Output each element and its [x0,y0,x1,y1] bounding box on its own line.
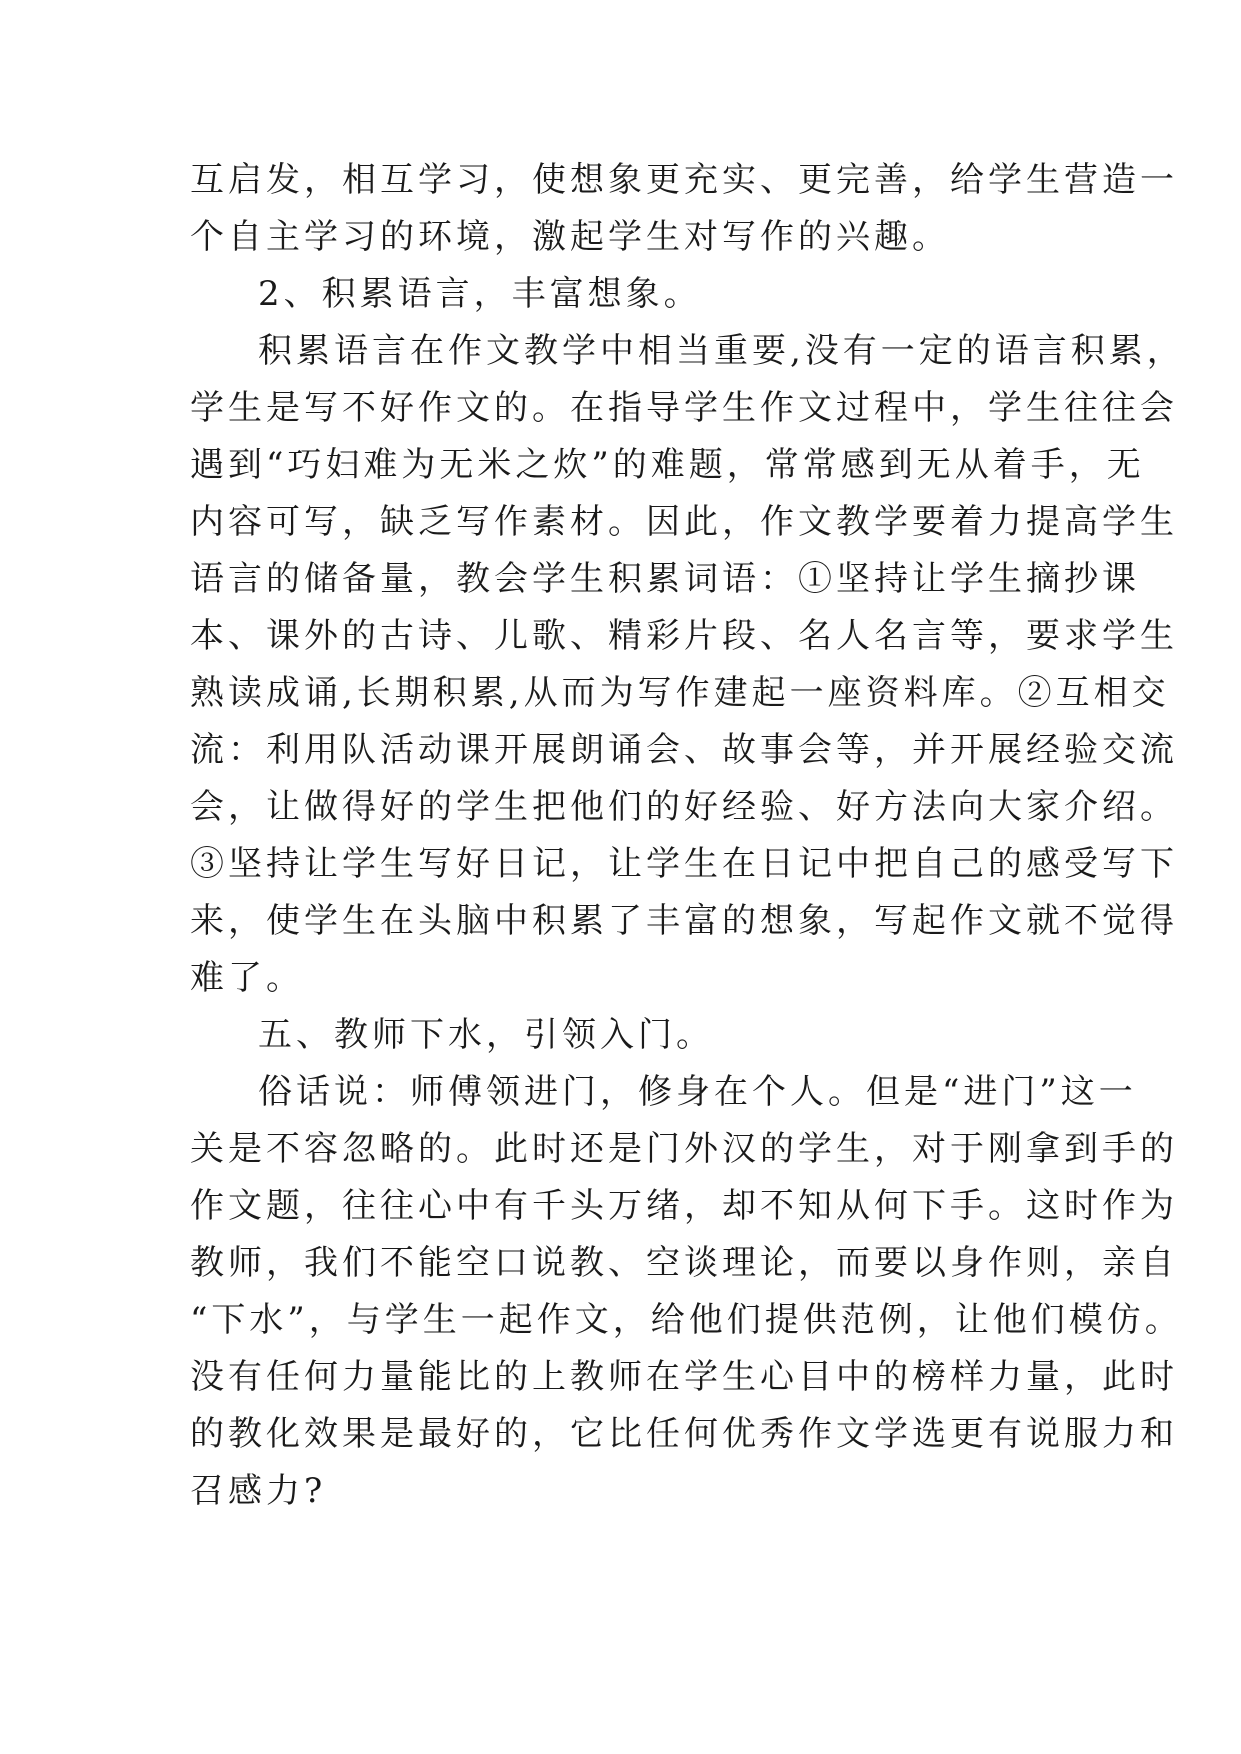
text-line: 来，使学生在头脑中积累了丰富的想象，写起作文就不觉得 [190,901,1178,941]
text-line: ③坚持让学生写好日记，让学生在日记中把自己的感受写下 [190,844,1178,884]
section-heading: 五、教师下水，引领入门。 [258,1015,714,1055]
section-heading: 2、积累语言，丰富想象。 [258,274,702,314]
text-line: 个自主学习的环境，激起学生对写作的兴趣。 [190,217,950,257]
text-line: 语言的储备量，教会学生积累词语：①坚持让学生摘抄课 [190,559,1140,599]
text-line: 熟读成诵,长期积累,从而为写作建起一座资料库。②互相交 [190,673,1170,713]
text-line: 本、课外的古诗、儿歌、精彩片段、名人名言等，要求学生 [190,616,1178,656]
text-line: 遇到“巧妇难为无米之炊”的难题，常常感到无从着手，无 [190,445,1145,485]
text-line: 的教化效果是最好的，它比任何优秀作文学选更有说服力和 [190,1414,1178,1454]
text-line: 没有任何力量能比的上教师在学生心目中的榜样力量，此时 [190,1357,1178,1397]
text-line: 互启发，相互学习，使想象更充实、更完善，给学生营造一 [190,160,1178,200]
text-line: “下水”，与学生一起作文，给他们提供范例，让他们模仿。 [190,1300,1183,1340]
text-line: 难了。 [190,958,304,998]
text-line: 内容可写，缺乏写作素材。因此，作文教学要着力提高学生 [190,502,1178,542]
text-line: 关是不容忽略的。此时还是门外汉的学生，对于刚拿到手的 [190,1129,1178,1169]
text-line: 学生是写不好作文的。在指导学生作文过程中，学生往往会 [190,388,1178,428]
text-line: 召感力? [190,1471,327,1511]
text-line: 流：利用队活动课开展朗诵会、故事会等，并开展经验交流 [190,730,1178,770]
text-line: 会，让做得好的学生把他们的好经验、好方法向大家介绍。 [190,787,1178,827]
text-line: 教师，我们不能空口说教、空谈理论，而要以身作则，亲自 [190,1243,1178,1283]
text-line: 积累语言在作文教学中相当重要,没有一定的语言积累， [258,331,1185,371]
text-line: 作文题，往往心中有千头万绪，却不知从何下手。这时作为 [190,1186,1178,1226]
text-line: 俗话说：师傅领进门，修身在个人。但是“进门”这一 [258,1072,1137,1112]
